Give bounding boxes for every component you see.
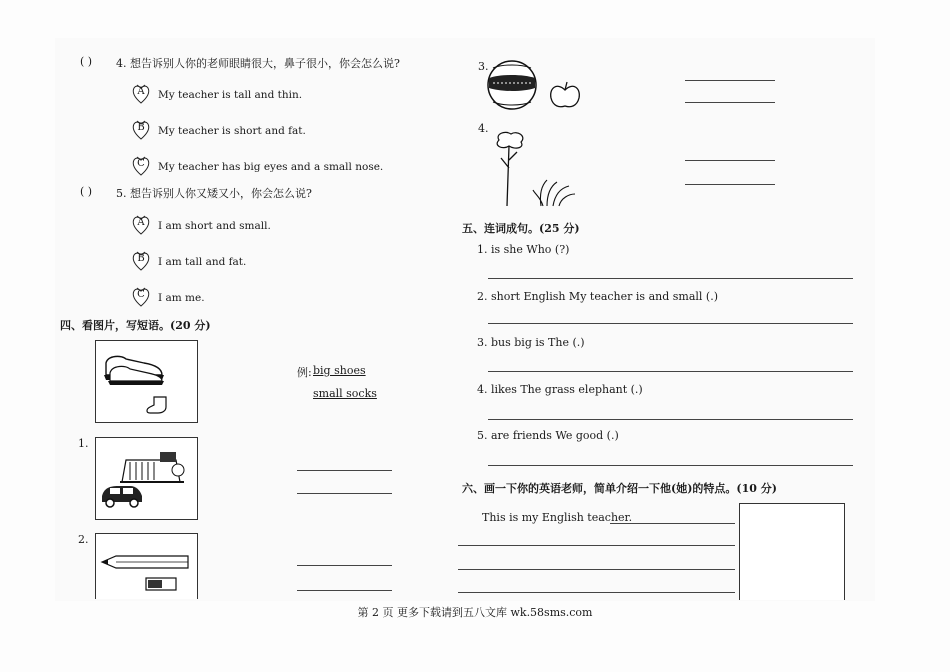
- sentence-answer-line[interactable]: [488, 278, 853, 279]
- sentence-answer-line[interactable]: [488, 323, 853, 324]
- drawing-box[interactable]: [739, 503, 845, 600]
- pencil-eraser-picture-frame: [95, 533, 198, 599]
- option-letter: C: [137, 289, 145, 300]
- q5-text: 5. 想告诉别人你又矮又小，你会怎么说?: [116, 187, 312, 200]
- q5-paren[interactable]: ( ): [80, 185, 93, 198]
- scramble-item-4: 4. likes The grass elephant (.): [477, 383, 643, 396]
- q4-paren[interactable]: ( ): [80, 55, 93, 68]
- description-line[interactable]: [458, 569, 735, 570]
- train-car-illustration-icon: [96, 438, 197, 519]
- description-line[interactable]: [458, 545, 735, 546]
- option-letter: A: [137, 217, 145, 228]
- option-letter: C: [137, 158, 145, 169]
- q5-option-c[interactable]: I am me.: [158, 292, 205, 304]
- q5-option-b[interactable]: I am tall and fat.: [158, 256, 247, 268]
- scramble-item-2: 2. short English My teacher is and small (.): [477, 290, 718, 303]
- shoes-socks-illustration-icon: [96, 341, 197, 422]
- q4-option-a[interactable]: My teacher is tall and thin.: [158, 89, 303, 101]
- q4-text: 4. 想告诉别人你的老师眼睛很大，鼻子很小，你会怎么说?: [116, 57, 400, 70]
- answer-line[interactable]: [297, 565, 392, 566]
- section-6-title: 六、画一下你的英语老师，简单介绍一下他(她)的特点。(10 分): [462, 482, 777, 495]
- sentence-answer-line[interactable]: [488, 419, 853, 420]
- answer-line[interactable]: [685, 184, 775, 185]
- description-line[interactable]: [610, 523, 735, 524]
- option-letter: B: [137, 253, 145, 264]
- scramble-item-1: 1. is she Who (?): [477, 243, 570, 256]
- section-6-intro: This is my English teacher.: [482, 511, 633, 524]
- tree-grass-illustration-icon: [485, 128, 585, 208]
- answer-line[interactable]: [297, 590, 392, 591]
- strawberry-badge-icon: [130, 213, 152, 235]
- section-5-title: 五、连词成句。(25 分): [462, 222, 580, 235]
- sentence-answer-line[interactable]: [488, 371, 853, 372]
- strawberry-badge-icon: [130, 249, 152, 271]
- strawberry-badge-icon: [130, 118, 152, 140]
- page-footer: 第 2 页 更多下载请到五八文库 wk.58sms.com: [357, 606, 593, 619]
- item-1-number: 1.: [78, 437, 89, 450]
- sentence-answer-line[interactable]: [488, 465, 853, 466]
- strawberry-badge-icon: [130, 285, 152, 307]
- train-car-picture-frame: [95, 437, 198, 520]
- example-answer-2: small socks: [313, 387, 377, 400]
- q5-option-a[interactable]: I am short and small.: [158, 220, 271, 232]
- section-4-title: 四、看图片，写短语。(20 分): [60, 319, 211, 332]
- answer-line[interactable]: [685, 102, 775, 103]
- option-letter: B: [137, 122, 145, 133]
- q4-option-c[interactable]: My teacher has big eyes and a small nose.: [158, 161, 384, 173]
- item-2-number: 2.: [78, 533, 89, 546]
- scramble-item-3: 3. bus big is The (.): [477, 336, 585, 349]
- answer-line[interactable]: [297, 493, 392, 494]
- example-label: 例:: [297, 366, 312, 379]
- ball-apple-illustration-icon: [487, 58, 587, 112]
- pencil-eraser-illustration-icon: [96, 534, 197, 599]
- strawberry-badge-icon: [130, 154, 152, 176]
- description-line[interactable]: [458, 592, 735, 593]
- item-3-number: 3.: [478, 60, 489, 73]
- example-picture-frame: [95, 340, 198, 423]
- example-answer-1: big shoes: [313, 364, 366, 377]
- scramble-item-5: 5. are friends We good (.): [477, 429, 619, 442]
- strawberry-badge-icon: [130, 82, 152, 104]
- answer-line[interactable]: [297, 470, 392, 471]
- item-4-number: 4.: [478, 122, 489, 135]
- answer-line[interactable]: [685, 80, 775, 81]
- q4-option-b[interactable]: My teacher is short and fat.: [158, 125, 306, 137]
- answer-line[interactable]: [685, 160, 775, 161]
- option-letter: A: [137, 86, 145, 97]
